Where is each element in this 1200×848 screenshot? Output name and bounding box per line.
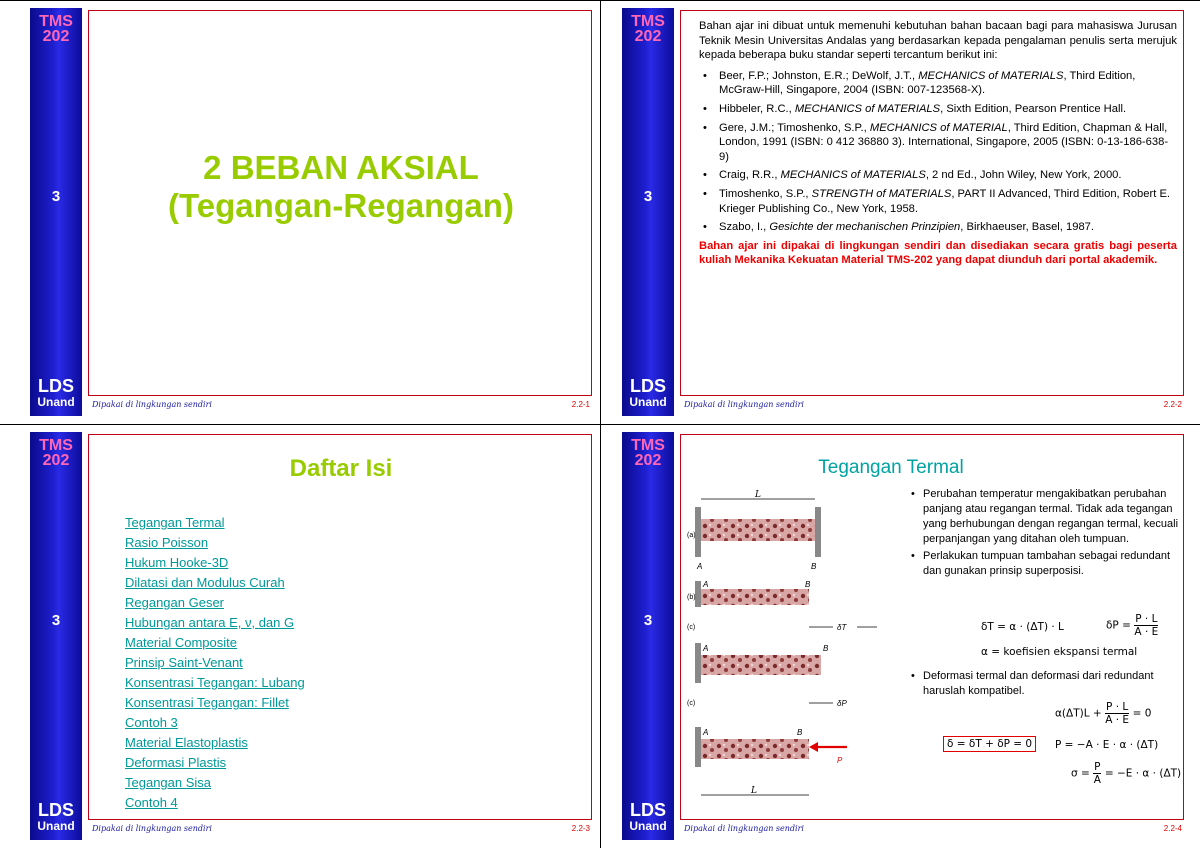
- toc-link[interactable]: Konsentrasi Tegangan: Fillet: [125, 695, 289, 710]
- label-P: P: [837, 756, 843, 765]
- slide-4: [622, 432, 1188, 840]
- slide-title: Tegangan Termal: [818, 457, 964, 478]
- reference-item: • Szabo, I., Gesichte der mechanischen Prinzipien, Birkhaeuser, Basel, 1987.: [703, 221, 1095, 234]
- svg-text:(c): (c): [687, 624, 696, 631]
- toc-link[interactable]: Material Elastoplastis: [125, 735, 248, 750]
- slide-title: 2 BEBAN AKSIAL (Tegangan-Regangan): [168, 149, 514, 224]
- toc-link[interactable]: Contoh 4: [125, 795, 178, 810]
- equation-deltaP: δP = $\frac{P \cdot L}{A \cdot E}$: [1106, 613, 1159, 638]
- footer-note: Dipakai di lingkungan sendiri: [92, 400, 212, 409]
- equation-sigma: σ = $\frac{P}{A}$ = −E · α · (ΔT): [1071, 761, 1182, 786]
- bar-a: [701, 519, 815, 541]
- course-code: TMS 202: [39, 437, 73, 469]
- chapter-number: 3: [51, 188, 61, 205]
- wall-left: [695, 643, 701, 683]
- footer-note: Dipakai di lingkungan sendiri: [684, 400, 804, 409]
- course-code: TMS 202: [631, 13, 665, 45]
- svg-text:A: A: [703, 580, 709, 589]
- reference-item: • Timoshenko, S.P., STRENGTH of MATERIALS, PART II Advanced, Third Edition, Robert E. Krieger Publishing Co., New York, 1958.: [703, 187, 1171, 215]
- svg-text:(c): (c): [687, 700, 696, 707]
- toc-link[interactable]: Konsentrasi Tegangan: Lubang: [125, 675, 305, 690]
- reference-item: • Craig, R.R., MECHANICS of MATERIALS, 2 nd Ed., John Wiley, New York, 2000.: [703, 169, 1122, 182]
- bar-b: [701, 589, 809, 605]
- chapter-number: 3: [643, 612, 653, 629]
- org-logo-lds: LDS: [630, 376, 666, 396]
- org-logo-lds: LDS: [630, 800, 666, 820]
- label-dP: δP: [837, 699, 847, 708]
- course-code: TMS 202: [39, 13, 73, 45]
- footer-note: Dipakai di lingkungan sendiri: [684, 824, 804, 833]
- side-bar: [30, 8, 82, 416]
- course-code: TMS 202: [631, 437, 665, 469]
- slide-3: [30, 432, 596, 840]
- toc-link[interactable]: Tegangan Sisa: [125, 775, 212, 790]
- page-number: 2.2-1: [571, 400, 590, 409]
- slide-content: [88, 10, 592, 396]
- org-logo-unand: Unand: [629, 819, 667, 833]
- toc-link[interactable]: Rasio Poisson: [125, 535, 209, 550]
- wall-left: [695, 581, 701, 607]
- svg-text:A: A: [703, 728, 709, 737]
- reference-item: • Beer, F.P.; Johnston, E.R.; DeWolf, J.T., MECHANICS of MATERIALS, Third Edition, McGraw-Hill, Singapore, 2004 (ISBN: 007-123568-X).: [703, 69, 1136, 97]
- side-bar: [30, 432, 82, 840]
- svg-text:B: B: [805, 580, 811, 589]
- label-B: B: [811, 562, 817, 571]
- label-L: L: [755, 490, 761, 500]
- bullet-item: • Perubahan temperatur mengakibatkan perubahan panjang atau regangan termal. Tidak ada tegangan yang berhubungan dengan regangan termal, kecuali perpanjangan yang ditahan oleh tumpuan.: [911, 488, 1179, 545]
- bullet-list: [911, 669, 1181, 701]
- org-logo-unand: Unand: [629, 395, 667, 409]
- page-number: 2.2-2: [1163, 400, 1182, 409]
- reference-item: • Hibbeler, R.C., MECHANICS of MATERIALS, Sixth Edition, Pearson Prentice Hall.: [703, 102, 1127, 115]
- wall-right: [815, 507, 821, 557]
- toc-link[interactable]: Dilatasi dan Modulus Curah: [125, 575, 285, 590]
- wall-left: [695, 507, 701, 557]
- toc-link[interactable]: Hubungan antara E, ν, dan G: [125, 615, 295, 630]
- label-a: (a): [687, 532, 696, 539]
- slide-content: [680, 434, 1184, 820]
- bullet-list: [911, 487, 1181, 581]
- page-number: 2.2-4: [1163, 824, 1182, 833]
- chapter-number: 3: [51, 612, 61, 629]
- reference-list: [699, 69, 1177, 235]
- svg-text:B: B: [797, 728, 803, 737]
- svg-text:(b): (b): [687, 594, 696, 601]
- reference-item: • Gere, J.M.; Timoshenko, S.P., MECHANICS of MATERIAL, Third Edition, Chapman & Hall, London, 1991 (ISBN: 0 412 36880 3). International, Singapore, 2005 (ISBN: 0-13-186-638-9): [703, 121, 1169, 163]
- side-bar: [622, 432, 674, 840]
- slide-content: [680, 10, 1184, 396]
- equation-deltaT: δT = α · (ΔT) · L: [981, 621, 1064, 633]
- org-logo-lds: LDS: [38, 800, 74, 820]
- svg-text:A: A: [703, 644, 709, 653]
- equation-compatibility: α(ΔT)L + $\frac{P \cdot L}{A \cdot E}$ = 0: [1055, 701, 1152, 726]
- svg-text:B: B: [823, 644, 829, 653]
- slide-content: [88, 434, 592, 820]
- slide-title: Daftar Isi: [289, 455, 393, 482]
- toc-link[interactable]: Material Composite: [125, 635, 237, 650]
- intro-paragraph: Bahan ajar ini dibuat untuk memenuhi kebutuhan bahan bacaan bagi para mahasiswa Jurusan Teknik Mesin Universitas Andalas yang berdasarkan kepada pengalaman penulis serta merujuk kepada beberapa buku standar seperti tercantum berikut ini:: [699, 20, 1177, 62]
- equation-P: P = −A · E · α · (ΔT): [1055, 739, 1159, 751]
- org-logo-unand: Unand: [37, 819, 75, 833]
- side-bar: [622, 8, 674, 416]
- table-of-contents: [125, 513, 305, 813]
- bar-d: [701, 739, 809, 759]
- bullet-item: • Perlakukan tumpuan tambahan sebagai redundant dan gunakan prinsip superposisi.: [911, 550, 1171, 577]
- page-number: 2.2-3: [571, 824, 590, 833]
- label-A: A: [697, 562, 703, 571]
- thermal-bar-figure: [687, 483, 917, 819]
- notice-text: Bahan ajar ini dipakai di lingkungan sendiri dan disediakan secara gratis bagi peserta kuliah Mekanika Kekuatan Material TMS-202 yang dapat diunduh dari portal akademik.: [699, 239, 1177, 267]
- slide-2: [622, 8, 1188, 416]
- svg-text:L: L: [751, 786, 757, 796]
- toc-link[interactable]: Prinsip Saint-Venant: [125, 655, 243, 670]
- bullet-item: • Deformasi termal dan deformasi dari redundant haruslah kompatibel.: [911, 670, 1154, 697]
- toc-link[interactable]: Contoh 3: [125, 715, 178, 730]
- toc-link[interactable]: Deformasi Plastis: [125, 755, 227, 770]
- wall-left: [695, 727, 701, 767]
- org-logo-lds: LDS: [38, 376, 74, 396]
- divider-horizontal: [0, 424, 1200, 425]
- footer-note: Dipakai di lingkungan sendiri: [92, 824, 212, 833]
- toc-link[interactable]: Tegangan Termal: [125, 515, 225, 530]
- label-dT: δT: [837, 623, 847, 632]
- equation-alpha: α = koefisien ekspansi termal: [981, 646, 1138, 658]
- bar-c: [701, 655, 821, 675]
- org-logo-unand: Unand: [37, 395, 75, 409]
- equation-sum: δ = δT + δP = 0: [943, 738, 1036, 750]
- toc-link[interactable]: Hukum Hooke-3D: [125, 555, 229, 570]
- chapter-number: 3: [643, 188, 653, 205]
- slide-1: [30, 8, 596, 416]
- toc-link[interactable]: Regangan Geser: [125, 595, 225, 610]
